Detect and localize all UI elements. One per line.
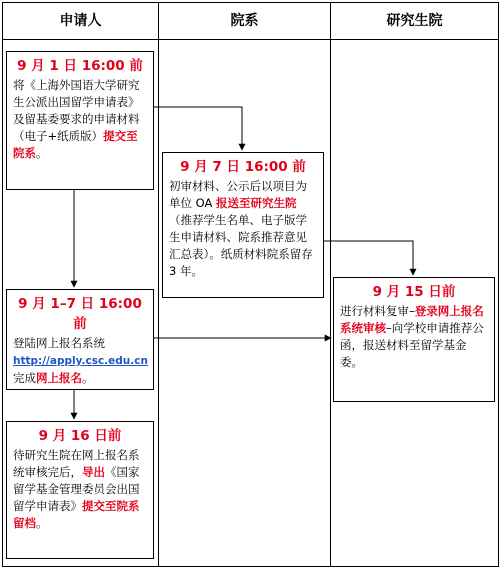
step-description	[13, 77, 147, 162]
step-text: 进行材料复审–	[340, 304, 415, 318]
column-divider-2	[330, 3, 331, 566]
step-text: （推荐学生名单、电子版学生申请材料、院系推荐意见汇总表）。纸质材料院系留存 3 年。	[169, 213, 313, 278]
step-export-and-archive	[6, 421, 154, 559]
step-text: 初审材料、公示后以项目为单位 OA	[169, 179, 307, 210]
step-description	[13, 447, 147, 532]
step-graduate-school-review	[333, 277, 495, 402]
step-deadline: 9 月 15 日前	[372, 284, 456, 300]
step-description	[169, 178, 317, 280]
step-text: 完成	[13, 371, 36, 385]
step-text: –向学校申请推荐公函，报送材料至留学基金委。	[340, 321, 484, 369]
registration-link[interactable]: http://apply.csc.edu.cn	[13, 355, 148, 367]
step-highlight: 提交至院系	[13, 129, 138, 160]
step-deadline: 9 月 16 日前	[38, 428, 122, 444]
step-deadline: 9 月 7 日 16:00 前	[180, 159, 306, 175]
step-deadline: 9 月 1 日 16:00 前	[17, 58, 143, 74]
step-description	[340, 303, 488, 371]
column-divider-1	[158, 3, 159, 566]
step-text: 登陆网上报名系统	[13, 336, 105, 350]
column-header-department: 院系	[230, 13, 259, 29]
step-text: 。	[36, 516, 48, 530]
step-highlight: 报送至研究生院	[216, 196, 297, 210]
step-highlight: 导出	[82, 465, 105, 479]
step-highlight: 登录网上报名系统审核	[340, 304, 484, 335]
step-text: 。	[36, 146, 48, 160]
header-divider	[3, 39, 498, 40]
step-text: 。	[82, 371, 94, 385]
step-text: 《国家留学基金管理委员会出国留学申请表》	[13, 465, 140, 513]
step-report-to-graduate-school	[162, 152, 324, 298]
step-highlight: 提交至院系留档	[13, 499, 140, 530]
step-deadline: 9 月 1–7 日 16:00 前	[18, 296, 142, 332]
column-header-applicant: 申请人	[59, 13, 102, 29]
step-text: 待研究生院在网上报名系统审核完后，	[13, 448, 140, 479]
step-description	[13, 335, 147, 387]
step-text: 将《上海外国语大学研究生公派出国留学申请表》及留基委要求的申请材料（电子+纸质版）	[13, 78, 140, 143]
step-highlight: 网上报名	[36, 371, 82, 385]
step-submit-to-department	[6, 51, 154, 190]
step-online-registration	[6, 289, 154, 390]
column-header-graduate-school: 研究生院	[386, 13, 443, 29]
